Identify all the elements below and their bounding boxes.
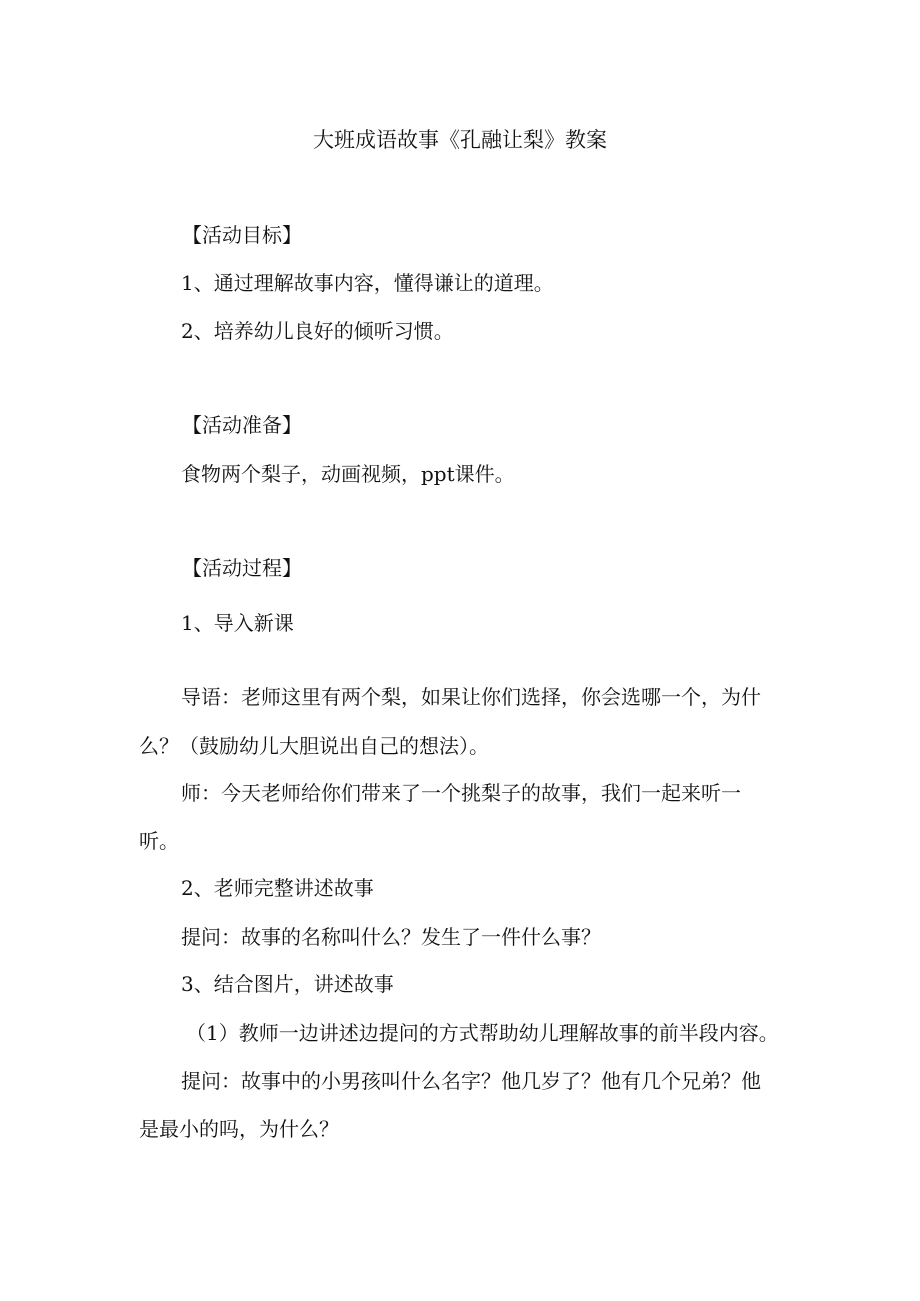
lead-text-line-2: 么？（鼓励幼儿大胆说出自己的想法）。	[139, 734, 489, 758]
question-1: 提问：故事的名称叫什么？发生了一件什么事？	[181, 925, 601, 949]
goal-item-2: 2、培养幼儿良好的倾听习惯。	[181, 319, 454, 343]
process-step-3: 3、结合图片，讲述故事	[181, 972, 394, 996]
prep-text: 食物两个梨子，动画视频，ppt课件。	[181, 462, 515, 486]
goals-heading: 【活动目标】	[182, 223, 302, 247]
teacher-text-line-1: 师：今天老师给你们带来了一个挑梨子的故事，我们一起来听一	[181, 781, 741, 805]
teacher-text-line-2: 听。	[139, 829, 179, 853]
process-step-2: 2、老师完整讲述故事	[181, 876, 374, 900]
process-heading: 【活动过程】	[182, 556, 302, 580]
prep-heading: 【活动准备】	[182, 413, 302, 437]
process-step-1: 1、导入新课	[181, 611, 294, 635]
lead-text-line-1: 导语：老师这里有两个梨，如果让你们选择，你会选哪一个，为什	[181, 685, 761, 709]
goal-item-1: 1、通过理解故事内容，懂得谦让的道理。	[181, 271, 554, 295]
document-title: 大班成语故事《孔融让梨》教案	[313, 128, 607, 152]
question-2-line-1: 提问：故事中的小男孩叫什么名字？他几岁了？他有几个兄弟？他	[181, 1069, 761, 1093]
sub-step-1: （1）教师一边讲述边提问的方式帮助幼儿理解故事的前半段内容。	[186, 1021, 779, 1045]
question-2-line-2: 是最小的吗，为什么？	[139, 1117, 339, 1141]
